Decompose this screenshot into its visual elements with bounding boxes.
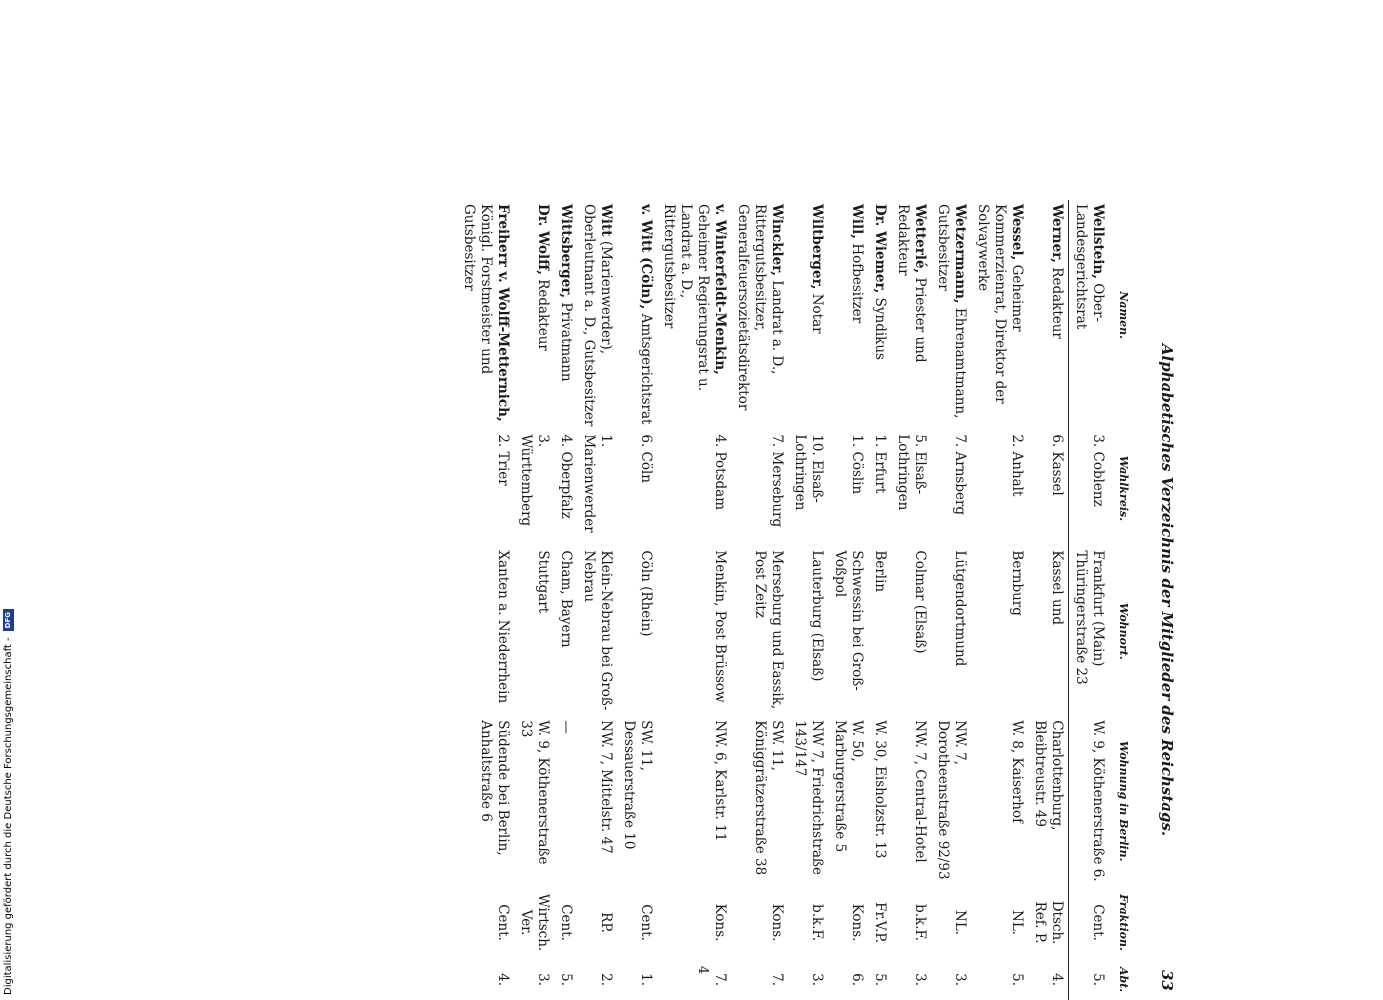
wohnort-cell: Cham, Bayern xyxy=(558,550,574,648)
member-surname: Wellstein, xyxy=(1090,204,1106,279)
fraktion-cell: Wirtsch. Ver. xyxy=(518,893,551,952)
table-row xyxy=(731,200,788,1000)
wohnort-cell: Klein-Nebrau bei Groß-Nebrau xyxy=(581,550,614,711)
berlin-address-cell: W. 50, Marburgerstraße 5 xyxy=(832,720,865,853)
berlin-address-cell: NW. 7, Central-Hotel xyxy=(912,720,928,863)
fraktion-cell: Cent. xyxy=(1090,904,1106,941)
table-row xyxy=(931,200,971,1000)
member-surname: Wetzermann, xyxy=(952,204,968,304)
table-row xyxy=(1028,200,1069,1000)
table-row xyxy=(554,200,577,1000)
wahlkreis-cell: 2. Anhalt xyxy=(1009,434,1025,497)
wahlkreis-cell: 6. Cöln xyxy=(638,434,654,483)
abteilung-cell: 5. xyxy=(558,973,574,986)
abteilung-cell: 5. xyxy=(872,973,888,986)
wohnort-cell: Berlin xyxy=(872,550,888,593)
wohnort-cell: Bernburg xyxy=(1009,550,1025,616)
member-surname: Wessel, xyxy=(1009,204,1025,261)
fraktion-cell: Kons. xyxy=(849,903,865,942)
member-title: Hofbesitzer xyxy=(849,243,865,324)
wahlkreis-cell: 1. Erfurt xyxy=(872,434,888,494)
wohnort-cell: Menkin, Post Brüssow xyxy=(712,550,728,703)
member-name xyxy=(971,200,1028,430)
wohnort-cell: Colmar (Elsaß) xyxy=(912,550,928,654)
member-name xyxy=(457,200,514,430)
dfg-credit-text: Digitalisierung gefördert durch die Deutsche Forschungsgemeinschaft - xyxy=(3,637,14,995)
abteilung-cell: 7. xyxy=(712,973,728,986)
wohnort-cell: Xanten a. Niederrhein xyxy=(495,550,511,704)
member-surname: Wetterlé, xyxy=(912,204,928,274)
member-surname: Dr. Wolff, xyxy=(535,204,551,275)
abteilung-cell: 2. xyxy=(598,973,614,986)
member-name xyxy=(1028,200,1069,430)
wohnort-cell: Cöln (Rhein) xyxy=(638,550,654,637)
wahlkreis-cell: 5. Elsaß-Lothringen xyxy=(895,434,928,511)
wahlkreis-cell: 4. Oberpfalz xyxy=(558,434,574,519)
berlin-address-cell: W. 9, Köthenerstraße 33 xyxy=(518,720,551,865)
member-name xyxy=(617,200,657,430)
fraktion-cell: Cent. xyxy=(495,904,511,941)
member-title: Ehrenamtmann, Gutsbesitzer xyxy=(935,204,968,419)
dfg-logo: DFG xyxy=(3,609,14,631)
berlin-address-cell: SW. 11, Dessauerstraße 10 xyxy=(621,720,654,850)
wohnort-cell: Merseburg und Eassik, Post Zeitz xyxy=(752,550,785,710)
berlin-address-cell: — xyxy=(558,720,574,734)
wohnort-cell: Frankfurt (Main) Thüringerstraße 23 xyxy=(1073,550,1106,685)
wahlkreis-cell: 3. Coblenz xyxy=(1090,434,1106,507)
abteilung-cell: 5. xyxy=(1090,973,1106,986)
fraktion-cell: RP. xyxy=(598,912,614,933)
member-surname: Witt xyxy=(598,204,614,237)
member-surname: Will, xyxy=(849,204,865,240)
wahlkreis-cell: 2. Trier xyxy=(495,434,511,486)
fraktion-cell: Kons. xyxy=(769,903,785,942)
member-title: Ober-Landesgerichtsrat xyxy=(1073,204,1106,330)
wahlkreis-cell: 1. Marienwerder xyxy=(581,434,614,533)
berlin-address-cell: NW. 7, Dorotheenstraße 92/93 xyxy=(935,720,968,880)
abteilung-cell: 3. xyxy=(809,973,825,986)
member-name xyxy=(1069,200,1110,430)
member-name xyxy=(577,200,617,430)
abteilung-cell: 1. xyxy=(638,973,654,986)
table-header-row xyxy=(1109,200,1134,1000)
fraktion-cell: Dtsch. Ref. P. xyxy=(1032,900,1065,945)
wohnort-cell: Lauterburg (Elsaß) xyxy=(809,550,825,682)
page-number: 33 xyxy=(1158,970,1176,991)
berlin-address-cell: W. 9, Köthenerstraße 6. xyxy=(1090,720,1106,882)
member-surname: Winckler, xyxy=(769,204,785,276)
table-row xyxy=(868,200,891,1000)
member-name xyxy=(868,200,891,430)
wohnort-cell: Schwessin bei Groß-Voßpol xyxy=(832,550,865,691)
berlin-address-cell: Südende bei Berlin, Anhaltstraße 6 xyxy=(478,720,511,856)
berlin-address-cell: NW. 7, Mittelstr. 47 xyxy=(598,720,614,854)
member-name xyxy=(554,200,577,430)
berlin-address-cell: W. 30, Eisholzstr. 13 xyxy=(872,720,888,859)
member-surname: Freiherr v. Wolff-Metternich, xyxy=(495,204,511,422)
fraktion-cell: NL. xyxy=(1009,910,1025,936)
wohnort-cell: Kassel und xyxy=(1049,550,1065,626)
fraktion-cell: Fr.V.P. xyxy=(872,902,888,944)
member-surname: Wiltberger, xyxy=(809,204,825,290)
berlin-address-cell: SW. 11, Königgrätzerstraße 38 xyxy=(752,720,785,876)
member-title: Syndikus xyxy=(872,297,888,360)
member-title: Amtsgerichtsrat xyxy=(638,313,654,425)
member-name xyxy=(788,200,828,430)
column-header-wohnort: Wohnort. xyxy=(1117,602,1130,660)
member-title: Redakteur xyxy=(1049,267,1065,339)
abteilung-cell: 4. xyxy=(495,973,511,986)
fraktion-cell: b.k.F. xyxy=(912,904,928,942)
dfg-sidebar xyxy=(2,600,16,995)
page-title: Alphabetisches Verzeichnis der Mitglieder des Reichstags. xyxy=(1158,343,1176,837)
member-name xyxy=(931,200,971,430)
member-title: Privatmann xyxy=(558,302,574,382)
table-row xyxy=(891,200,931,1000)
column-header-wahlkreis: Wahlkreis. xyxy=(1117,455,1130,522)
column-header-berlin: Wohnung in Berlin. xyxy=(1117,740,1130,862)
wohnort-cell: Lütgendortmund xyxy=(952,550,968,667)
berlin-address-cell: NW. 6, Karlstr. 11 xyxy=(712,720,728,842)
column-header-name: Namen. xyxy=(1117,291,1130,339)
wahlkreis-cell: 7. Arnsberg xyxy=(952,434,968,516)
abteilung-cell: 3. xyxy=(912,973,928,986)
member-title: Priester und Redakteur xyxy=(895,204,928,363)
abteilung-cell: 4. xyxy=(1049,973,1065,986)
member-title: (Marienwerder), Oberleutnant a. D., Gutsbesitzer xyxy=(581,204,614,427)
member-title: Redakteur xyxy=(535,279,551,351)
member-name xyxy=(731,200,788,430)
berlin-address-cell: Charlottenburg, Bleibtreustr. 49 xyxy=(1032,720,1065,831)
abteilung-cell: 3. xyxy=(952,973,968,986)
table-row xyxy=(577,200,617,1000)
footer-page-number: 4 xyxy=(695,965,710,975)
wahlkreis-cell: 10. Elsaß-Lothringen xyxy=(792,434,825,511)
column-header-fraktion: Fraktion. xyxy=(1117,894,1130,951)
wahlkreis-cell: 3. Württemberg xyxy=(518,434,551,527)
berlin-address-cell: NW 7, Friedrichstraße 143/147 xyxy=(792,720,825,876)
document-page xyxy=(260,200,1180,1000)
member-title: Königl. Forstmeister und Gutsbesitzer xyxy=(461,204,494,375)
fraktion-cell: Cent. xyxy=(638,904,654,941)
member-surname: Wittsberger, xyxy=(558,204,574,299)
member-surname: Werner, xyxy=(1049,204,1065,263)
table-row xyxy=(828,200,868,1000)
members-table xyxy=(457,200,1134,1000)
page-header xyxy=(1150,200,1180,1000)
abteilung-cell: 3. xyxy=(535,973,551,986)
member-name xyxy=(828,200,868,430)
fraktion-cell: Kons. xyxy=(712,903,728,942)
abteilung-cell: 5. xyxy=(1009,973,1025,986)
berlin-address-cell: W. 8, Kaiserhof xyxy=(1009,720,1025,824)
member-title: Notar xyxy=(809,293,825,334)
wohnort-cell: Stuttgart xyxy=(535,550,551,614)
table-row xyxy=(971,200,1028,1000)
member-surname: Dr. Wiemer, xyxy=(872,204,888,294)
table-row xyxy=(457,200,514,1000)
wahlkreis-cell: 6. Kassel xyxy=(1049,434,1065,496)
member-title: Geheimer Kommerzienrat, Direktor der Solvaywerke xyxy=(975,204,1025,404)
table-row xyxy=(788,200,828,1000)
member-title: Landrat a. D., Rittergutsbesitzer, Generalfeuersozietätsdirektor xyxy=(735,204,785,411)
member-name xyxy=(514,200,554,430)
abteilung-cell: 7. xyxy=(769,973,785,986)
fraktion-cell: Cent. xyxy=(558,904,574,941)
table-row xyxy=(617,200,657,1000)
fraktion-cell: NL. xyxy=(952,910,968,936)
abteilung-cell: 6. xyxy=(849,973,865,986)
member-surname: v. Witt (Cöln), xyxy=(638,204,654,310)
fraktion-cell: b.k.F. xyxy=(809,904,825,942)
column-header-abt: Abt. xyxy=(1117,966,1130,993)
member-surname: v. Winterfeldt-Menkin, xyxy=(712,204,728,375)
member-name xyxy=(657,200,731,430)
wahlkreis-cell: 7. Merseburg xyxy=(769,434,785,528)
table-row xyxy=(657,200,731,1000)
member-title: Geheimer Regierungsrat u. Landrat a. D., Rittergutsbesitzer xyxy=(661,204,711,392)
wahlkreis-cell: 4. Potsdam xyxy=(712,434,728,511)
table-row xyxy=(1069,200,1110,1000)
table-row xyxy=(514,200,554,1000)
wahlkreis-cell: 1. Cöslin xyxy=(849,434,865,495)
member-name xyxy=(891,200,931,430)
